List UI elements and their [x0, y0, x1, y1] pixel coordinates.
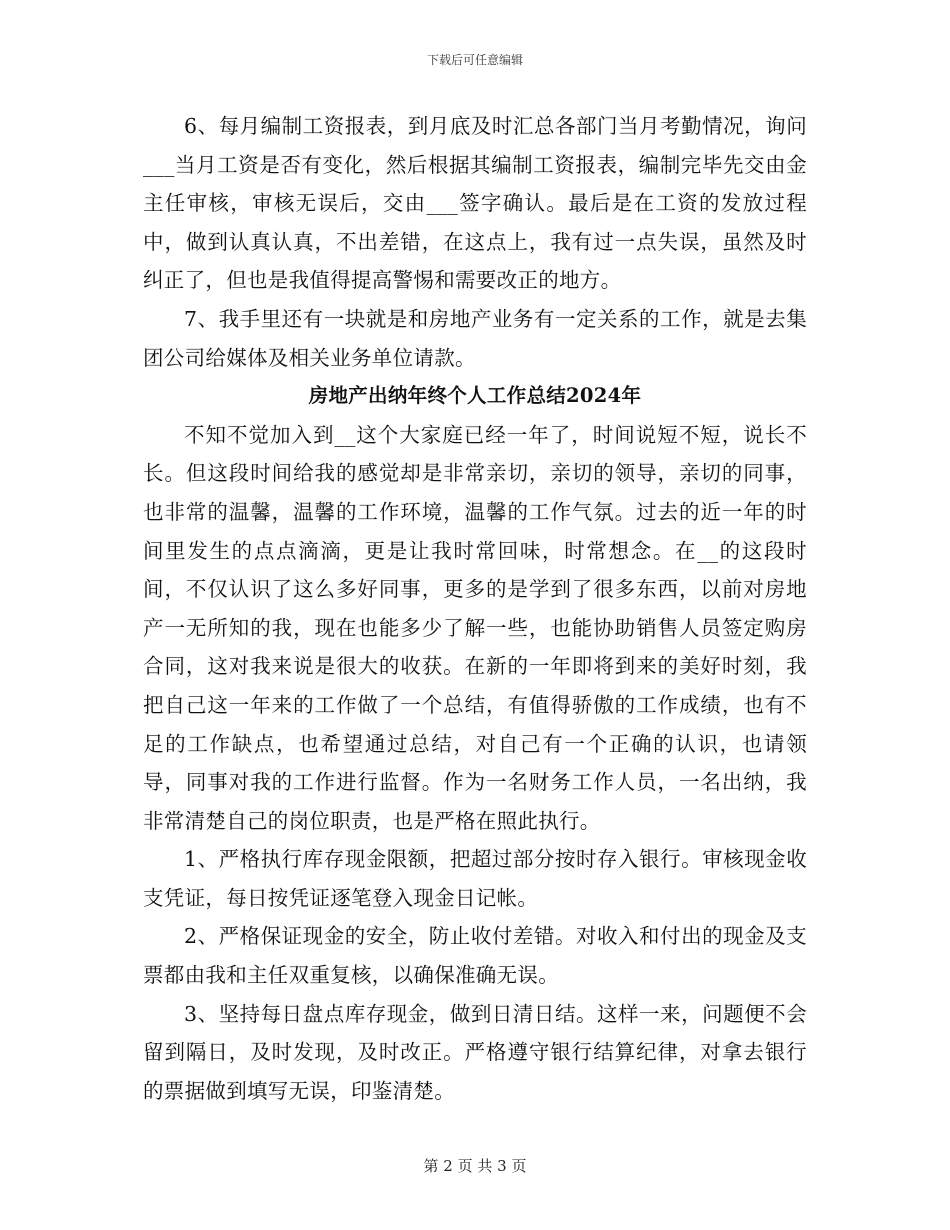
paragraph-item-7: 7、我手里还有一块就是和房地产业务有一定关系的工作，就是去集团公司给媒体及相关业务单位请款。 [143, 306, 807, 370]
section-title: 房地产出纳年终个人工作总结2024年 [308, 384, 642, 408]
page-header: 下载后可任意编辑 [426, 53, 523, 67]
paragraph-item-3: 3、坚持每日盘点库存现金，做到日清日结。这样一来，问题便不会留到隔日，及时发现，及时改正。严格遵守银行结算纪律，对拿去银行的票据做到填写无误，印鉴清楚。 [143, 1001, 807, 1103]
paragraph-intro: 不知不觉加入到__这个大家庭已经一年了，时间说短不短，说长不长。但这段时间给我的感觉却是非常亲切，亲切的领导，亲切的同事，也非常的温馨，温馨的工作环境，温馨的工作气氛。过去的近一年的时间里发生的点点滴滴，更是让我时常回味，时常想念。在__的这段时间，不仅认识了这么多好同事，更多的是学到了很多东西，以前对房地产一无所知的我，现在也能多少了解一些，也能协助销售人员签定购房合同，这对我来说是很大的收获。在新的一年即将到来的美好时刻，我把自己这一年来的工作做了一个总结，有值得骄傲的工作成绩，也有不足的工作缺点，也希望通过总结，对自己有一个正确的认识，也请领导，同事对我的工作进行监督。作为一名财务工作人员，一名出纳，我非常清楚自己的岗位职责，也是严格在照此执行。 [143, 422, 807, 833]
document-body [143, 107, 807, 1110]
paragraph-item-6: 6、每月编制工资报表，到月底及时汇总各部门当月考勤情况，询问___当月工资是否有变化，然后根据其编制工资报表，编制完毕先交由金主任审核，审核无误后，交由___签字确认。最后是在工资的发放过程中，做到认真认真，不出差错，在这点上，我有过一点失误，虽然及时纠正了，但也是我值得提高警惕和需要改正的地方。 [143, 114, 807, 293]
page-footer: 第 2 页 共 3 页 [423, 1157, 527, 1175]
paragraph-item-2: 2、严格保证现金的安全，防止收付差错。对收入和付出的现金及支票都由我和主任双重复核，以确保准确无误。 [143, 924, 807, 988]
paragraph-item-1: 1、严格执行库存现金限额，把超过部分按时存入银行。审核现金收支凭证，每日按凭证逐笔登入现金日记帐。 [143, 847, 807, 910]
